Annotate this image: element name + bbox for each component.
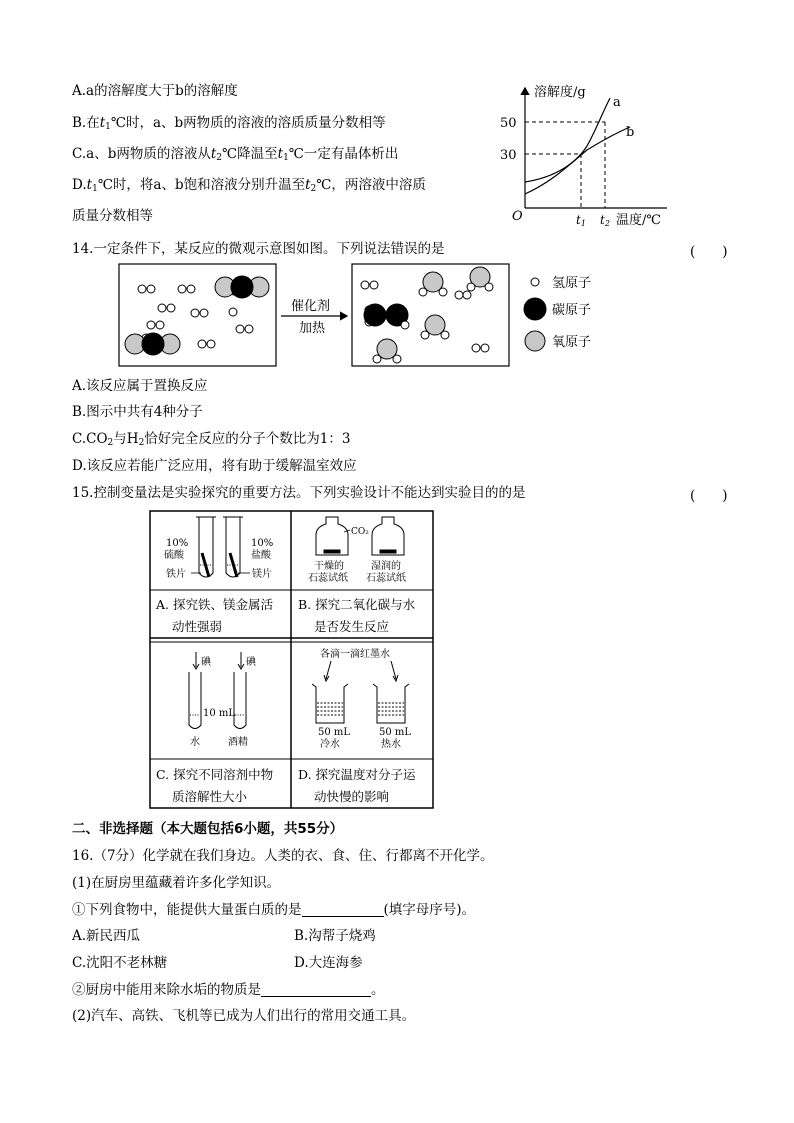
panel-b-left-1: 干燥的 (314, 561, 344, 572)
q14-answer-paren: ( ) (690, 244, 728, 260)
legend-carbon-swatch (524, 298, 546, 320)
q16-blank-1[interactable] (302, 902, 384, 917)
panel-a-right-metal: 镁片 (252, 569, 272, 580)
q14-option-b: B.图示中共有4种分子 (72, 404, 203, 420)
arrow-label-heat: 加热 (299, 321, 326, 336)
panel-a-illustration (191, 517, 250, 577)
curve-b (525, 127, 630, 194)
solubility-chart (492, 82, 672, 230)
panel-a-left-metal: 铁片 (166, 569, 186, 580)
panel-a-caption-2: 动性强弱 (172, 619, 223, 634)
panel-c-caption-2: 质溶解性大小 (172, 789, 248, 804)
panel-c-iodine-left: 碘 (201, 657, 211, 668)
panel-d-left-2: 冷水 (320, 739, 340, 750)
panel-c-caption-1: C. 探究不同溶剂中物 (156, 767, 274, 782)
panel-d-left-1: 50 mL (318, 727, 351, 738)
q14-stem: 14.一定条件下，某反应的微观示意图如图。下列说法错误的是 (72, 241, 445, 257)
q16-option-c: C.沈阳不老林糖 (72, 955, 168, 971)
q16-option-a: A.新民西瓜 (72, 928, 141, 944)
panel-b-right-2: 石蕊试纸 (366, 573, 406, 584)
q14-option-c: $C.CO_2$与$H_2$恰好完全反应的分子个数比为1：3 (72, 431, 351, 448)
q16-part1b: ②厨房中能用来除水垢的物质是 。 (72, 982, 385, 998)
panel-c-alcohol: 酒精 (228, 737, 248, 748)
panel-c-water: 水 (190, 737, 200, 748)
panel-a-left-acid: 硫酸 (164, 550, 184, 561)
origin-label: O (512, 209, 523, 224)
q13-option-c: C.a、b两物质的溶液从$t_2℃$降温至$t_1℃$一定有晶体析出 (72, 146, 399, 163)
panel-a-right-conc: 10% (251, 538, 274, 549)
panel-b-gas: CO₂ (351, 527, 369, 537)
q16-part2: (2)汽车、高铁、飞机等已成为人们出行的常用交通工具。 (72, 1008, 416, 1024)
panel-a-left-conc: 10% (166, 538, 189, 549)
ytick-30: 30 (500, 148, 517, 163)
panel-d-caption-1: D. 探究温度对分子运 (298, 767, 416, 782)
panel-d-right-2: 热水 (381, 739, 401, 750)
legend (524, 278, 546, 351)
xtick-t2: t2 (600, 213, 610, 228)
q16-part1a: ①下列食物中，能提供大量蛋白质的是 (填字母序号)。 (72, 902, 476, 918)
legend-carbon: 碳原子 (552, 303, 592, 318)
panel-b-caption-2: 是否发生反应 (314, 619, 390, 634)
panel-a-caption-1: A. 探究铁、镁金属活 (156, 597, 273, 612)
q16-stem: 16.（7分）化学就在我们身边。人类的衣、食、住、行都离不开化学。 (72, 848, 494, 864)
legend-oxygen: 氧原子 (552, 335, 592, 350)
panel-b-caption-1: B. 探究二氧化碳与水 (298, 597, 416, 612)
ytick-50: 50 (500, 116, 517, 131)
q16-part1: (1)在厨房里蕴藏着许多化学知识。 (72, 875, 281, 891)
panel-a-right-acid: 盐酸 (251, 550, 271, 561)
q16-blank-2[interactable] (261, 982, 371, 997)
panel-b-left-2: 石蕊试纸 (308, 573, 348, 584)
q13-option-b: B.在$t_1℃$时，a、b两物质的溶液的溶质质量分数相等 (72, 115, 386, 132)
q16-option-b: B.沟帮子烧鸡 (294, 928, 376, 944)
series-a-label: a (613, 95, 621, 110)
q15-answer-paren: ( ) (690, 488, 728, 504)
panel-c-volume: 10 mL (203, 708, 236, 719)
x-axis-label: 温度/℃ (616, 213, 661, 228)
panel-b-right-1: 湿润的 (371, 561, 401, 572)
q13-option-d-line2: 质量分数相等 (72, 208, 153, 224)
panel-d-illustration (312, 661, 409, 723)
q14-option-d: D.该反应若能广泛应用，将有助于缓解温室效应 (72, 458, 357, 474)
q14-option-a: A.该反应属于置换反应 (72, 378, 208, 394)
panel-c-iodine-right: 碘 (246, 657, 256, 668)
legend-hydrogen: 氢原子 (552, 276, 592, 291)
product-molecule-carbon (364, 304, 409, 329)
series-b-label: b (626, 125, 635, 140)
arrow-label-catalyst: 催化剂 (291, 299, 331, 314)
q16-option-d: D.大连海参 (294, 955, 363, 971)
panel-d-right-1: 50 mL (379, 727, 412, 738)
legend-oxygen-swatch (525, 331, 545, 351)
legend-hydrogen-swatch (531, 278, 539, 286)
xtick-t1: t1 (576, 213, 586, 228)
q13-option-a: A.a的溶解度大于b的溶解度 (72, 83, 238, 99)
panel-d-top: 各滴一滴红墨水 (320, 649, 390, 660)
panel-d-caption-2: 动快慢的影响 (314, 789, 390, 804)
curve-a (525, 98, 610, 182)
section-heading: 二、非选择题（本大题包括6小题，共55分） (72, 821, 344, 837)
y-axis-label: 溶解度/g (534, 85, 586, 100)
q15-stem: 15.控制变量法是实验探究的重要方法。下列实验设计不能达到实验目的的是 (72, 485, 526, 501)
q13-option-d: $D.t_1℃$时，将a、b饱和溶液分别升温至$t_2℃$，两溶液中溶质 (72, 177, 426, 194)
experiment-grid (148, 509, 436, 811)
reaction-diagram (115, 262, 605, 370)
